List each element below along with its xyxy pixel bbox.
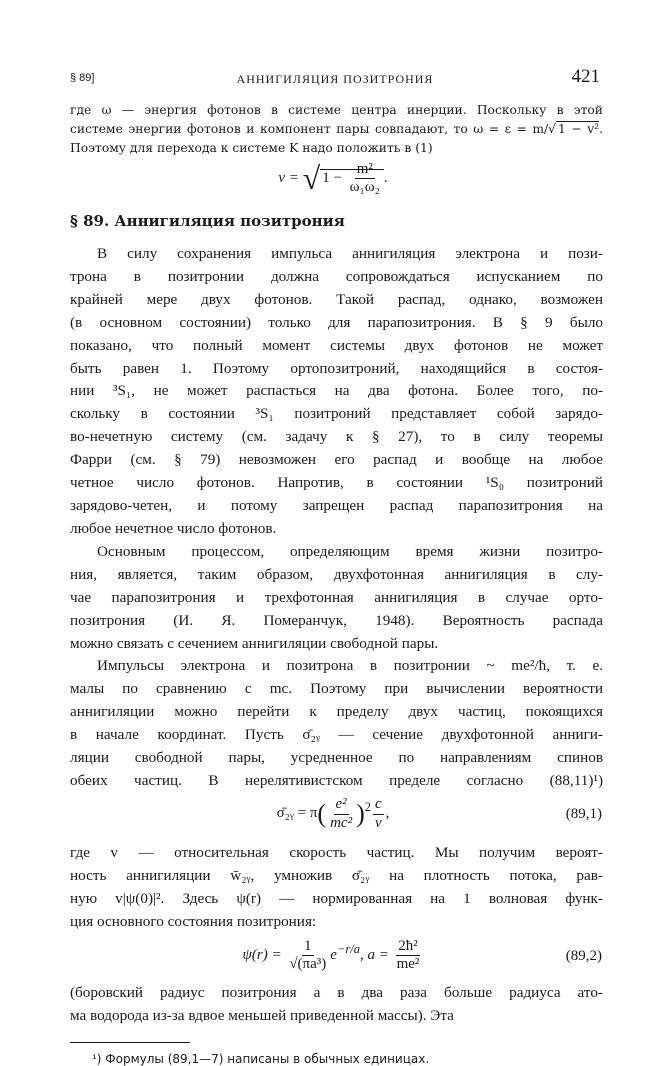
text-line: ную v|ψ(0)|². Здесь ψ(r) — нормированная на 1 волновая функ-: [70, 890, 603, 908]
eq2-fraction-1: [287, 938, 328, 974]
text-line: зарядово-четен, и потому запрещен распад парапозитрония на: [70, 496, 603, 514]
footnote-rule: [70, 1042, 190, 1043]
text-line: нии ³S₁, не может распасться на два фотона. Более того, по-: [70, 382, 603, 400]
eq1-den1: mc²: [330, 814, 353, 831]
eq2-exp-base: e: [330, 947, 337, 964]
text-line: скольку в состоянии ³S₁ позитроний представляет собой зарядо-: [70, 405, 603, 423]
eq1-den2: v: [375, 814, 382, 831]
left-paren: (: [317, 799, 327, 829]
eq1-fraction-1: [328, 796, 354, 832]
eq2-den2: me²: [396, 956, 420, 973]
paragraph-5: [70, 982, 603, 1028]
equation-v-body: v = √ 1 − $\frac{\text{m²}}{\text{ω₁ω₂}}$ .: [278, 160, 388, 196]
running-header: [70, 66, 600, 90]
text-line: позитрония (И. Я. Померанчук, 1948). Вероятность распада: [70, 611, 603, 629]
right-paren: ): [356, 799, 365, 829]
text-line: (боровский радиус позитрония a в два раза больше радиуса ато-: [70, 984, 603, 1001]
intro-line: системе энергии фотонов и компонент пары совпадают, то ω = ε = m/√ 1 − v².: [70, 122, 603, 136]
eq-v-one: 1 −: [322, 169, 346, 186]
text-line: Импульсы электрона и позитрона в позитронии ~ me²/ħ, т. е.: [97, 657, 603, 674]
header-section-ref: § 89]: [70, 72, 95, 84]
text-line: Основным процессом, определяющим время жизни позитро-: [97, 543, 603, 560]
eq1-tail: ,: [385, 805, 390, 822]
equation-number: (89,1): [565, 806, 602, 823]
intro-line: где ω — энергия фотонов в системе центра инерции. Поскольку в этой: [70, 103, 603, 117]
intro-line-text: системе энергии фотонов и компонент пары совпадают, то ω = ε = m/: [70, 122, 549, 136]
text-line: крайней мере двух фотонов. Такой распад, однако, возможен: [70, 290, 603, 308]
text-line: Фарри (см. § 79) невозможен его распад и вообще на любое: [70, 451, 603, 469]
text-line: любое нечетное число фотонов.: [70, 519, 277, 537]
text-line: быть равен 1. Поэтому ортопозитроний, находящийся в состоя-: [70, 359, 603, 377]
eq1-fraction-2: [373, 796, 384, 832]
eq1-num1: e²: [334, 796, 349, 814]
paragraph-3: [70, 655, 603, 792]
text-line: обеих частиц. В нерелятивистском пределе согласно (88,11)¹): [70, 771, 603, 789]
eq2-exp-power: −r/a: [336, 942, 360, 957]
eq-v-num: m²: [355, 161, 375, 179]
eq2-num1: 1: [302, 938, 314, 956]
eq1-lhs: σ̄₂ᵧ = π: [276, 805, 318, 822]
equation-89-2: [0, 938, 666, 984]
equation-v: [0, 160, 666, 200]
eq1-power: 2: [364, 800, 371, 815]
text-line: где v — относительная скорость частиц. Мы получим вероят-: [70, 844, 603, 862]
text-line: показано, что полный момент системы двух фотонов не может: [70, 336, 603, 354]
text-line: четное число фотонов. Напротив, в состоянии ¹S₀ позитроний: [70, 474, 603, 492]
text-line: чае парапозитрония и трехфотонная аннигиляция в случае орто-: [70, 588, 603, 606]
text-line: В силу сохранения импульса аннигиляция электрона и пози-: [97, 245, 603, 262]
equation-89-1: [0, 794, 666, 840]
text-line: трона в позитронии должна сопровождаться испусканием по: [70, 267, 603, 285]
eq2-lhs: ψ(r) =: [242, 947, 286, 964]
eq2-mid: , a =: [359, 947, 393, 964]
eq2-fraction-2: [395, 938, 422, 974]
text-line: (в основном состоянии) только для парапозитрония. В § 9 было: [70, 313, 603, 331]
paragraph-2: [70, 541, 603, 656]
text-line: аннигиляции можно перейти к пределу двух частиц, покоящихся: [70, 702, 603, 720]
intro-paragraph: [70, 101, 603, 158]
sqrt-symbol: √: [548, 122, 557, 136]
text-line: во-нечетную систему (см. задачу к § 27), то в силу теоремы: [70, 428, 603, 446]
intro-line: Поэтому для перехода к системе K надо положить в (1): [70, 141, 433, 155]
paragraph-4: [70, 842, 603, 934]
equation-number: (89,2): [565, 948, 602, 964]
eq-v-den: ω₁ω₂: [349, 179, 380, 195]
eq-v-fraction: [348, 161, 382, 197]
text-line: малы по сравнению с mc. Поэтому при вычислении вероятности: [70, 679, 603, 697]
eq2-den1: √(πa³): [289, 956, 327, 973]
text-line: ния, является, таким образом, двухфотонная аннигиляция в слу-: [70, 565, 603, 583]
text-line: можно связать с сечением аннигиляции свободной пары.: [70, 634, 439, 652]
sqrt-symbol: √: [302, 160, 321, 196]
section-title: § 89. Аннигиляция позитрония: [70, 212, 345, 230]
text-line: в начале координат. Пусть σ̄₂ᵧ — сечение двухфотонной анниги-: [70, 725, 603, 743]
text-line: ляции свободной пары, усредненное по направлениям спинов: [70, 748, 603, 766]
eq1-num2: c: [373, 796, 384, 814]
paragraph-1: [70, 243, 603, 541]
text-line: ма водорода из-за вдвое меньшей приведенной массы). Эта: [70, 1006, 454, 1024]
page-number: 421: [571, 66, 600, 87]
eq2-num2: 2ħ²: [396, 938, 420, 956]
text-line: ность аннигиляции w̄₂ᵧ, умножив σ̄₂ᵧ на плотность потока, рав-: [70, 867, 603, 885]
sqrt-radicand: 1 − v²: [558, 122, 600, 136]
text-line: ция основного состояния позитрония:: [70, 913, 317, 931]
footnote: ¹) Формулы (89,1—7) написаны в обычных единицах.: [92, 1051, 430, 1066]
eq-v-lhs: v =: [278, 169, 303, 186]
header-title: АННИГИЛЯЦИЯ ПОЗИТРОНИЯ: [236, 72, 434, 86]
